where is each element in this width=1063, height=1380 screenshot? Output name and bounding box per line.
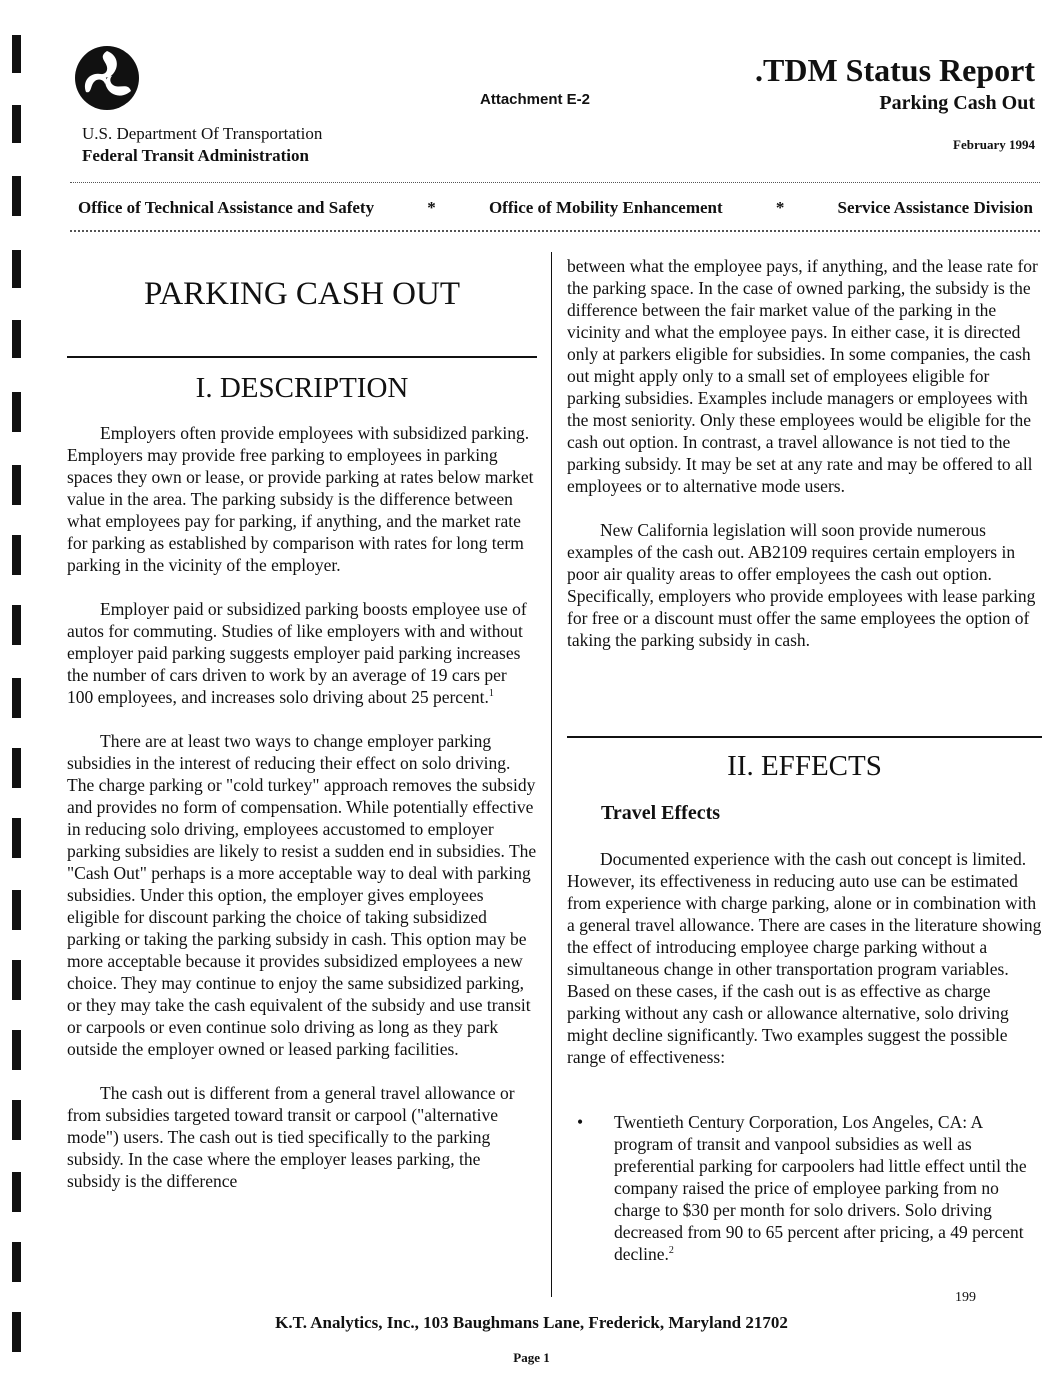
report-date: February 1994 xyxy=(953,137,1035,152)
office-separator: * xyxy=(427,198,436,217)
effects-text xyxy=(567,848,1042,1090)
list-item xyxy=(567,1111,1042,1265)
office-mobility: Office of Mobility Enhancement xyxy=(488,198,723,217)
page-number: 199 xyxy=(955,1290,976,1305)
paragraph: between what the employee pays, if anything, and the lease rate for the parking space. In the case of owned parking, the subsidy is the difference between the fair market value of the parking in the vicinity and what the employee pays. In either case, it is directed only at parkers eligible for subsidies. In some companies, the cash out might apply only to a small set of employees eligible for parking subsidies. Examples include managers or employees with the most seniority. Only these employees would be eligible for the cash out option. In contrast, a travel allowance is not tied to the parking subsidy. It may be set at any rate and may be offered to all employees or to alternative mode users. xyxy=(567,256,1038,496)
attachment-label: Attachment E-2 xyxy=(480,91,591,108)
dot-logo-icon xyxy=(74,45,140,111)
paragraph: Employer paid or subsidized parking boosts employee use of autos for commuting. Studies of like employers with and without employer paid parking suggests employer paid parking increases the number of cars driven to work by an average of 19 cars per 100 employees, and increases solo driving about 25 percent.$^1$ xyxy=(67,599,527,707)
divider xyxy=(567,736,1042,738)
section-heading-description: I. DESCRIPTION xyxy=(195,372,409,404)
footnote-ref: 1 xyxy=(488,688,494,700)
department-block xyxy=(82,123,322,167)
paragraph: There are at least two ways to change employer parking subsidies in the interest of reducing their effect on solo driving. The charge parking or "cold turkey" approach removes the subsidy and provides no form of compensation. While potentially effective in reducing solo driving, employees accustomed to employer parking subsidies are likely to resist a sudden end in subsidies. The "Cash Out" perhaps is a more acceptable way to deal with parking subsidies. Under this option, the employer gives employees eligible for discount parking the choice of taking subsidized parking or taking the parking subsidy in cash. This option may be more acceptable because it provides subsidized employees a new choice. They may continue to enjoy the same subsidized parking, or they may take the cash equivalent of the subsidy and use transit or carpools or even continue solo driving as long as they park outside the employer owned or leased parking facilities. xyxy=(67,731,537,1059)
paragraph: The cash out is different from a general travel allowance or from subsidies targeted toward transit or carpool ("alternative mode") users. The cash out is tied specifically to the parking subsidy. In the case where the employer leases parking, the subsidy is the difference xyxy=(67,1083,515,1191)
footer-address: K.T. Analytics, Inc., 103 Baughmans Lane, Frederick, Maryland 21702 xyxy=(275,1313,788,1332)
main-title: PARKING CASH OUT xyxy=(144,276,460,312)
left-column xyxy=(67,422,537,1214)
subheading-travel-effects: Travel Effects xyxy=(601,802,721,824)
page-label: Page 1 xyxy=(513,1350,550,1365)
office-separator: * xyxy=(775,198,785,217)
column-divider xyxy=(551,252,552,1297)
department-name: U.S. Department Of Transportation xyxy=(82,124,323,143)
paragraph: Employers often provide employees with subsidized parking. Employers may provide free parking to employees in parking spaces they own or lease, or provide parking at rates below market value in the area. The parking subsidy is the difference between what employees pay for parking, if anything, and the market rate for parking as established by comparison with rates for long term parking in the vicinity of the employer. xyxy=(67,423,534,575)
paragraph: Documented experience with the cash out concept is limited. However, its effectiveness in reducing auto use can be estimated from experience with charge parking, alone or in combination with a general travel allowance. There are cases in the literature showing the effect of introducing employee charge parking without a simultaneous change in other transportation program variables. Based on these cases, if the cash out is as effective as charge parking without any cash or allowance alternative, solo driving might decline significantly. Two examples suggest the possible range of effectiveness: xyxy=(567,849,1042,1067)
report-subtitle: Parking Cash Out xyxy=(879,92,1035,114)
divider xyxy=(70,182,1040,183)
office-service-assistance: Service Assistance Division xyxy=(837,198,1033,217)
report-title: .TDM Status Report xyxy=(755,52,1035,88)
office-bar xyxy=(78,198,1033,218)
divider xyxy=(70,230,1040,232)
section-heading-effects: II. EFFECTS xyxy=(727,750,882,782)
bullet-icon: • xyxy=(577,1112,584,1132)
office-technical-assistance: Office of Technical Assistance and Safety xyxy=(78,198,375,217)
divider xyxy=(67,356,537,358)
bullet-text: Twentieth Century Corporation, Los Angeles, CA: A program of transit and vanpool subsidies as well as preferential parking for carpoolers had little effect until the company raised the price of employee parking from no charge to $30 per month for solo drivers. Solo driving decreased from 90 to 65 percent after pricing, a 49 percent decline. xyxy=(614,1112,1027,1264)
administration-name: Federal Transit Administration xyxy=(82,146,309,165)
right-column xyxy=(567,255,1042,673)
paragraph: New California legislation will soon provide numerous examples of the cash out. AB2109 requires certain employers in poor air quality areas to offer employees the cash out option. Specifically, employers who provide employees with lease parking for free or a discount must offer the same employees the option of taking the parking subsidy in cash. xyxy=(567,520,1036,650)
binder-marks xyxy=(0,0,40,1380)
footnote-ref: 2 xyxy=(668,1245,674,1257)
